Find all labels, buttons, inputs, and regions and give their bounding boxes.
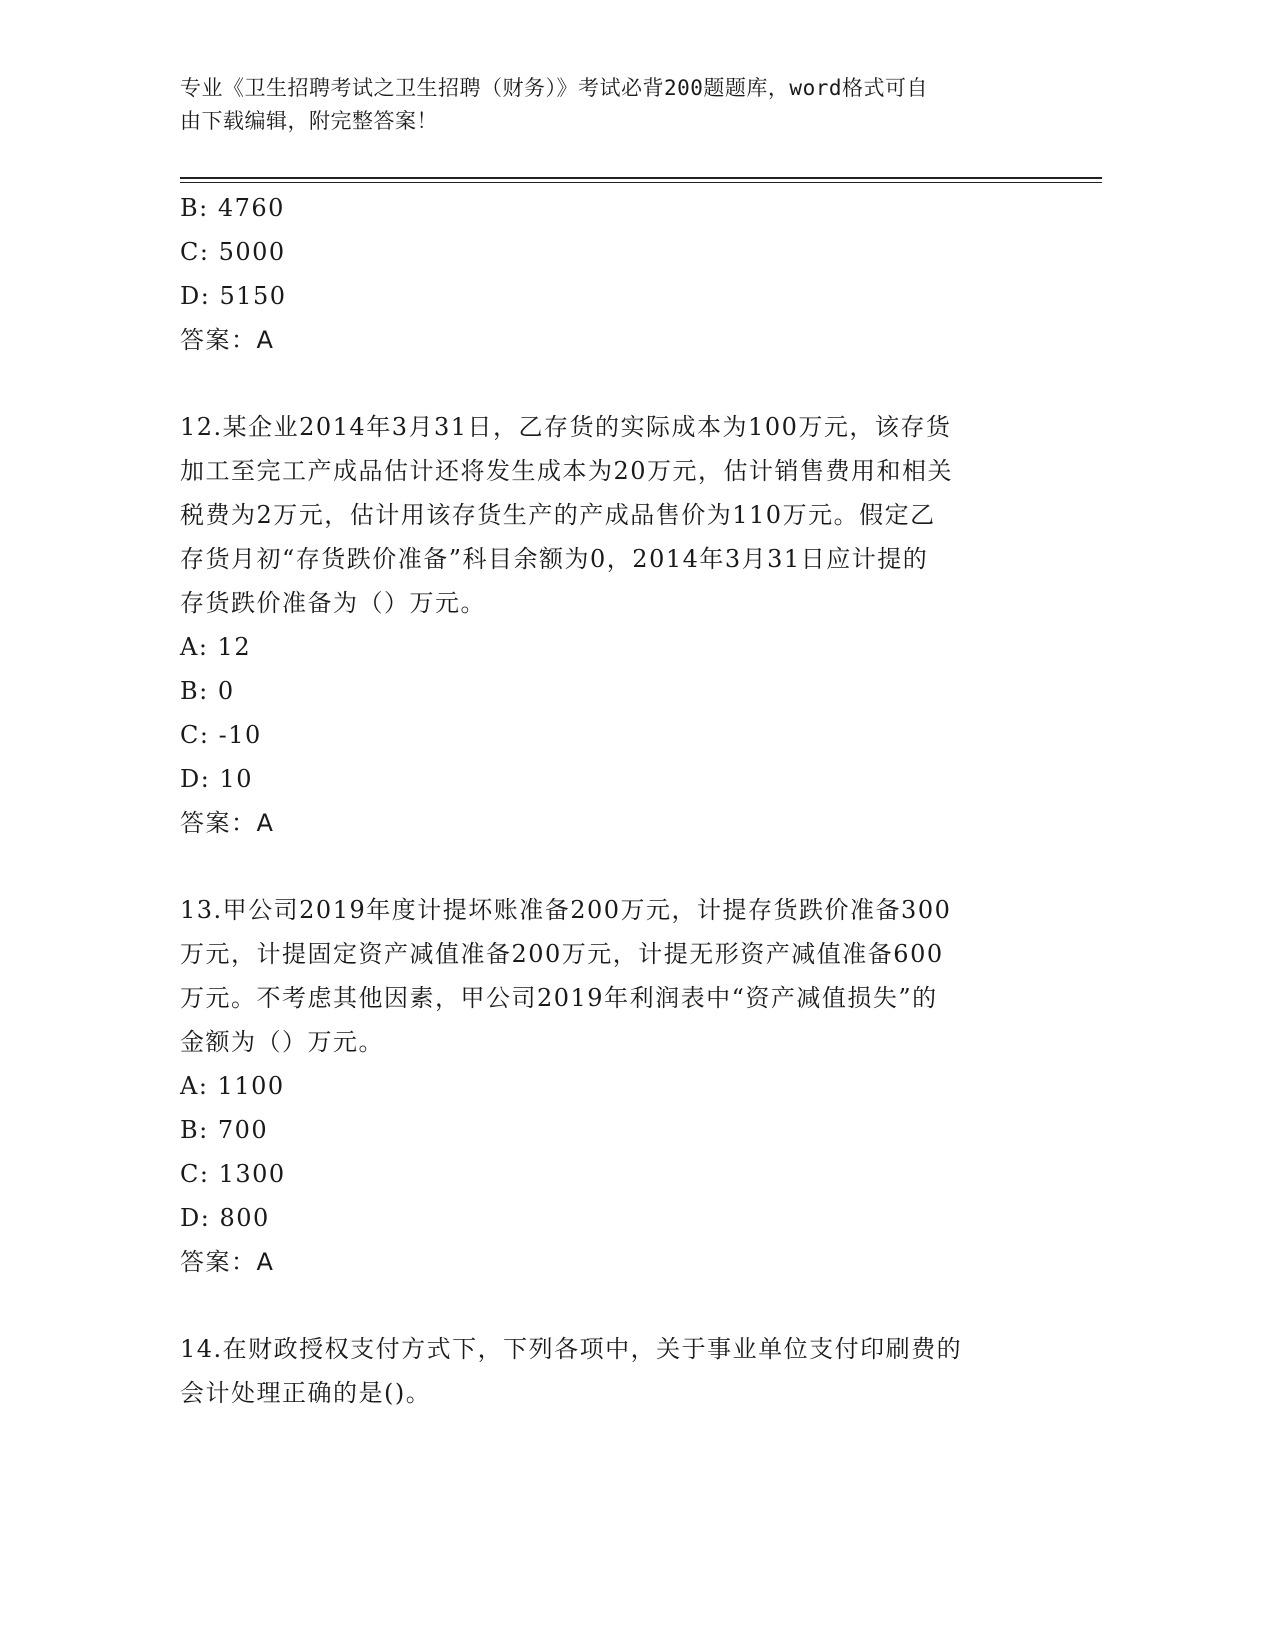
- question-text-line: 13.甲公司2019年度计提坏账准备200万元，计提存货跌价准备300: [180, 896, 952, 924]
- question-text-line: 存货月初“存货跌价准备”科目余额为0，2014年3月31日应计提的: [180, 545, 929, 573]
- question-content: [180, 186, 1040, 1415]
- question-text-line: 税费为2万元，估计用该存货生产的产成品售价为110万元。假定乙: [180, 501, 936, 529]
- question-text-line: 存货跌价准备为（）万元。: [180, 589, 486, 617]
- question-12: [180, 405, 1040, 845]
- option-b: B: 700: [180, 1116, 269, 1144]
- option-a: A: 1100: [180, 1072, 285, 1100]
- document-header: [180, 72, 1040, 138]
- question-text-line: 会计处理正确的是()。: [180, 1379, 432, 1407]
- option-b: B: 4760: [180, 194, 285, 222]
- answer-line: 答案：A: [180, 326, 275, 354]
- option-d: D: 5150: [180, 282, 287, 310]
- option-c: C: -10: [180, 721, 262, 749]
- question-11: [180, 186, 1040, 362]
- spacer: [180, 1284, 1040, 1327]
- question-13: [180, 888, 1040, 1284]
- header-line-1: 专业《卫生招聘考试之卫生招聘（财务）》考试必背200题题库，word格式可自: [180, 76, 928, 100]
- header-divider-thin: [180, 182, 1102, 183]
- option-b: B: 0: [180, 677, 235, 705]
- header-line-2: 由下载编辑，附完整答案！: [180, 109, 438, 133]
- spacer: [180, 845, 1040, 888]
- header-divider-thick: [180, 177, 1102, 179]
- question-text-line: 万元，计提固定资产减值准备200万元，计提无形资产减值准备600: [180, 940, 944, 968]
- option-d: D: 800: [180, 1204, 270, 1232]
- option-c: C: 5000: [180, 238, 286, 266]
- question-text-line: 金额为（）万元。: [180, 1028, 384, 1056]
- option-d: D: 10: [180, 765, 253, 793]
- question-text-line: 14.在财政授权支付方式下，下列各项中，关于事业单位支付印刷费的: [180, 1335, 963, 1363]
- option-c: C: 1300: [180, 1160, 286, 1188]
- answer-line: 答案：A: [180, 809, 275, 837]
- option-a: A: 12: [180, 633, 252, 661]
- question-text-line: 12.某企业2014年3月31日，乙存货的实际成本为100万元，该存货: [180, 413, 952, 441]
- answer-line: 答案：A: [180, 1248, 275, 1276]
- spacer: [180, 362, 1040, 405]
- question-text-line: 加工至完工产成品估计还将发生成本为20万元，估计销售费用和相关: [180, 457, 954, 485]
- question-14: [180, 1327, 1040, 1415]
- question-text-line: 万元。不考虑其他因素，甲公司2019年利润表中“资产减值损失”的: [180, 984, 938, 1012]
